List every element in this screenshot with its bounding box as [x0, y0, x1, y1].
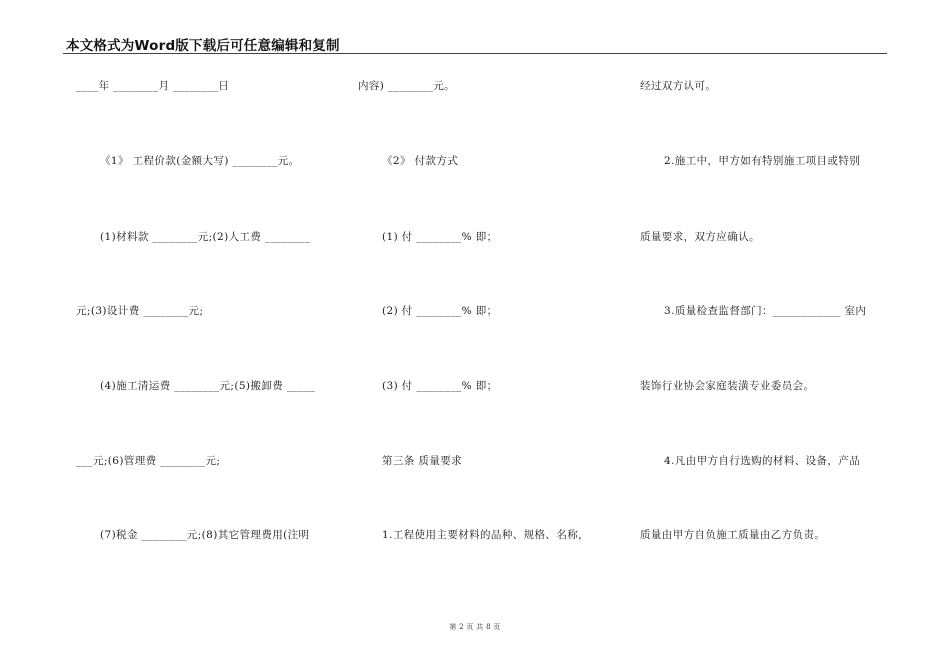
column-3-line-5: 装饰行业协会家庭装潢专业委员会。 [640, 380, 815, 392]
document-header-title: 本文格式为Word版下载后可任意编辑和复制 [66, 38, 340, 54]
column-2-line-1: 内容) ________元。 [358, 80, 456, 92]
column-1-line-3: (1)材料款 ________元;(2)人工费 ________ [100, 231, 311, 243]
column-3-line-4: 3.质量检查监督部门：____________ 室内 [664, 305, 867, 317]
column-2-line-7: 1.工程使用主要材料的品种、规格、名称， [382, 529, 590, 541]
header-divider [63, 53, 887, 54]
column-3-line-3: 质量要求，双方应确认。 [640, 231, 760, 243]
column-2-line-3: (1) 付 ________% 即； [382, 231, 498, 243]
column-1-line-6: ___元;(6)管理费 ________元; [76, 455, 221, 467]
column-2-line-6: 第三条 质量要求 [382, 455, 463, 467]
column-3-line-7: 质量由甲方自负施工质量由乙方负责。 [640, 529, 826, 541]
column-2-line-5: (3) 付 ________% 即； [382, 380, 498, 392]
column-1-line-2: 《1》 工程价款(金额大写) ________元。 [100, 155, 300, 167]
page-number-footer: 第 2 页 共 8 页 [449, 623, 501, 631]
column-3-line-2: 2.施工中，甲方如有特别施工项目或特别 [664, 155, 861, 167]
column-1-line-4: 元;(3)设计费 ________元; [76, 305, 204, 317]
column-3-line-6: 4.凡由甲方自行选购的材料、设备，产品 [664, 455, 861, 467]
column-2-line-4: (2) 付 ________% 即； [382, 305, 498, 317]
column-1-line-7: (7)税金 ________元;(8)其它管理费用(注明 [100, 529, 310, 541]
column-1-line-1: ____年 ________月 ________日 [76, 80, 230, 92]
column-2-line-2: 《2》 付款方式 [382, 155, 459, 167]
column-1-line-5: (4)施工清运费 ________元;(5)搬卸费 _____ [100, 380, 316, 392]
column-3-line-1: 经过双方认可。 [640, 80, 717, 92]
